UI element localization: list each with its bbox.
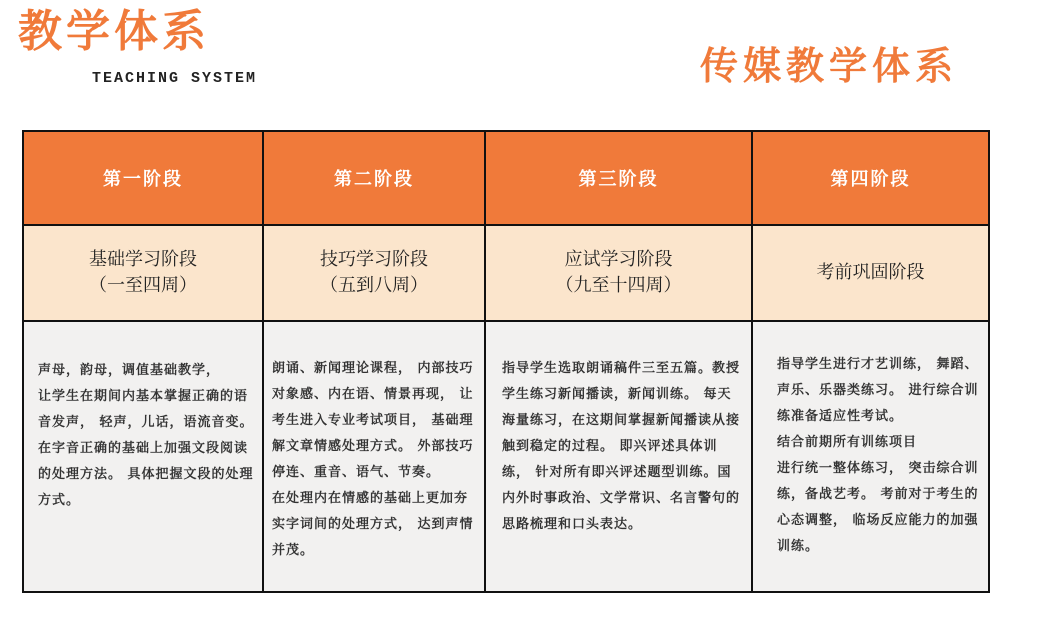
stage-2-para: 在处理内在情感的基础上更加夯实字词间的处理方式， 达到声情并茂。	[272, 491, 474, 558]
stage-3-para: 指导学生选取朗诵稿件三至五篇。教授学生练习新闻播读，新闻训练。 每天海量练习，在这期间掌握新闻播读从接触到稳定的过程。 即兴评述具体训练， 针对所有即兴评述题型训练。国内外时事政治、文学常识、名言警句的思路梳理和口头表达。	[502, 361, 741, 532]
page-title: 传媒教学体系	[700, 44, 959, 88]
stage-1-content	[24, 322, 264, 591]
stage-3-content	[486, 322, 753, 591]
stage-3-title: 应试学习阶段	[564, 249, 673, 270]
stage-1-para: 在字音正确的基础上加强文段阅读的处理方法。 具体把握文段的处理方式。	[38, 441, 254, 508]
brand-title: 教学体系	[18, 6, 210, 57]
stage-3-period: （九至十四周）	[555, 275, 682, 296]
stage-1-title: 基础学习阶段	[89, 249, 197, 270]
stage-4-subtitle	[753, 226, 988, 322]
stage-4-header: 第四阶段	[753, 132, 988, 226]
stage-3-header: 第三阶段	[486, 132, 753, 226]
stage-1-subtitle	[24, 226, 264, 322]
brand-subtitle: TEACHING SYSTEM	[92, 70, 258, 87]
stage-3-subtitle	[486, 226, 753, 322]
stage-1-para: 声母，韵母，调值基础教学，	[38, 363, 221, 378]
stage-1-period: （一至四周）	[89, 275, 197, 296]
stage-4-content	[753, 322, 988, 591]
stage-1-para: 让学生在期间内基本掌握正确的语音发声， 轻声，儿话，语流音变。	[38, 389, 254, 430]
stage-4-para: 指导学生进行才艺训练， 舞蹈、声乐、乐器类练习。 进行综合训练准备适应性考试。	[777, 357, 979, 424]
stage-2-period: （五到八周）	[320, 275, 428, 296]
stage-4-para: 结合前期所有训练项目	[777, 435, 918, 450]
stage-2-title: 技巧学习阶段	[320, 249, 428, 270]
stage-1-header: 第一阶段	[24, 132, 264, 226]
stage-4-para: 进行统一整体练习， 突击综合训练，备战艺考。 考前对于考生的心态调整， 临场反应能力的加强训练。	[777, 461, 979, 554]
stage-4-title: 考前巩固阶段	[816, 262, 925, 283]
curriculum-table	[22, 130, 990, 593]
stage-2-para: 朗诵、新闻理论课程， 内部技巧对象感、内在语、情景再现， 让考生进入专业考试项目， 基础理解文章情感处理方式。 外部技巧停连、重音、语气、节奏。	[272, 361, 474, 480]
stage-2-header: 第二阶段	[264, 132, 486, 226]
stage-2-content	[264, 322, 486, 591]
stage-2-subtitle	[264, 226, 486, 322]
